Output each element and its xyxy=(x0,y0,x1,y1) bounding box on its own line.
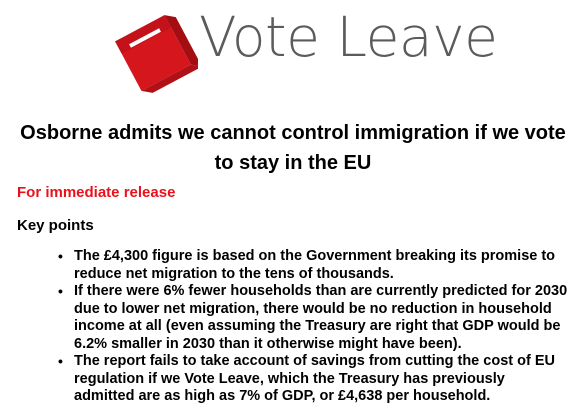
bullet-icon: • xyxy=(58,283,63,299)
release-label: For immediate release xyxy=(17,184,176,201)
bullet-icon: • xyxy=(58,353,63,369)
key-point-text: The £4,300 figure is based on the Government breaking its promise to reduce net migration to the tens of thousands. xyxy=(74,248,556,282)
key-points-heading: Key points xyxy=(17,217,94,234)
list-item xyxy=(56,248,568,283)
key-point-text: If there were 6% fewer households than are currently predicted for 2030 due to lower net migration, there would be no reduction in household income at all (even assuming the Treasury are right that GDP would be 6.2% smaller in 2030 than it otherwise might have been). xyxy=(74,283,568,352)
list-item xyxy=(56,353,568,406)
bullet-icon: • xyxy=(58,248,63,264)
list-item xyxy=(56,283,568,353)
brand-header xyxy=(108,5,498,96)
page-title: Osborne admits we cannot control immigration if we vote to stay in the EU xyxy=(20,122,566,174)
brand-name: Vote Leave xyxy=(199,5,498,69)
key-points-list xyxy=(56,248,568,406)
key-point-text: The report fails to take account of savings from cutting the cost of EU regulation if we Vote Leave, which the Treasury has previously admitted are as high as 7% of GDP, or £4,638 per household. xyxy=(74,353,555,404)
ballot-box-icon xyxy=(108,6,198,96)
